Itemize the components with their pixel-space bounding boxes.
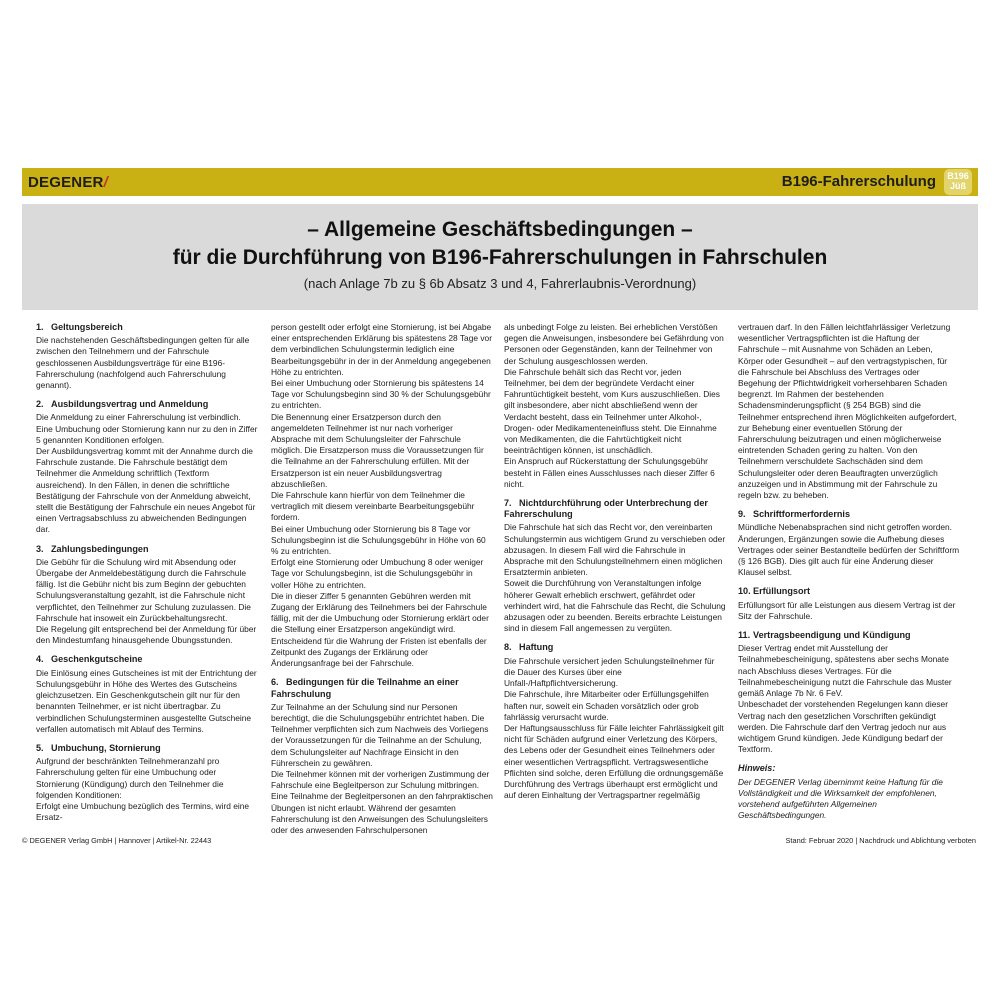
badge-bottom-text: Jüß — [949, 181, 966, 191]
paragraph: als unbedingt Folge zu leisten. Bei erheblichen Verstößen gegen die Anweisungen, insbesondere bei Gefährdung von Personen oder Gegenständen, kann der Teilnehmer von der Schulung ausgeschlossen werden. — [504, 322, 724, 366]
paragraph: Soweit die Durchführung von Veranstaltungen infolge höherer Gewalt erheblich erschwert, gefährdet oder verhindert wird, hat die Fahrschule das Recht, die Schulung abzusagen oder zu beenden. Bereits erbrachte Leistungen sind in diesem Fall angemessen zu vergüten. — [504, 578, 726, 634]
footer-status: Stand: Februar 2020 | Nachdruck und Ablichtung verboten — [785, 836, 976, 845]
section-title: Umbuchung, Stornierung — [51, 742, 161, 753]
section-title: Haftung — [519, 642, 554, 653]
paragraph: Die Fahrschule behält sich das Recht vor, jeden Teilnehmer, bei dem der begründete Verdacht einer Fahruntüchtigkeit besteht, vom Kurs auszuschließen. Dies gilt insbesondere, aber nicht abschließend wenn der Verdacht besteht, dass ein Teilnehmer unter Alkohol-, Drogen- oder Medikamenteneinfluss steht. Die Einnahme von Medikamenten, die die Fahrtüchtigkeit nicht beeinträchtigen können, ist unschädlich. — [504, 366, 720, 456]
paragraph: Unbeschadet der vorstehenden Regelungen kann dieser Vertrag nach den gesetzlichen Vorschriften gekündigt werden. Die Fahrschule darf den Vertrag jedoch nur aus wichtigem Grund kündigen. Jede Kündigung bedarf der Textform. — [738, 699, 948, 755]
section-number: 1. — [36, 322, 44, 332]
section-number: 11. — [738, 630, 751, 641]
section-number: 4. — [36, 654, 44, 665]
title-panel — [22, 204, 978, 310]
text-column-4 — [738, 322, 960, 821]
paragraph: person gestellt oder erfolgt eine Stornierung, ist bei Abgabe einer entsprechenden Erklärung bis spätestens 28 Tage vor dem verbindlichen Schulungstermin lediglich eine Bearbeitungsgebühr in der in der Anmeldung angegebenen Höhe zu entrichten. — [271, 322, 492, 377]
paragraph: Erfolgt eine Umbuchung bezüglich des Termins, wird eine Ersatz- — [36, 800, 250, 823]
section-title: Geschenkgutscheine — [51, 654, 143, 665]
b196-badge-icon — [944, 169, 972, 195]
notice-text: Der DEGENER Verlag übernimmt keine Haftung für die Vollständigkeit und die Wirksamkeit der empfohlenen, vorstehend aufgeführten Allgemeinen Geschäftsbedingungen. — [738, 776, 943, 821]
section-title: Vertragsbeendigung und Kündigung — [753, 630, 911, 641]
section-title: Geltungsbereich — [51, 322, 123, 332]
paragraph: Erfüllungsort für alle Leistungen aus diesem Vertrag ist der Sitz der Fahrschule. — [738, 599, 956, 621]
notice-heading: Hinweis: — [738, 763, 776, 774]
section-heading — [738, 586, 960, 597]
text-column-3 — [504, 322, 726, 801]
section-number: 2. — [36, 399, 44, 410]
paragraph: Der Haftungsausschluss für Fälle leichter Fahrlässigkeit gilt nicht für Schäden aufgrund einer Verletzung des Körpers, des Lebens oder der Gesundheit eines Teilnehmers oder einer wesentlichen Vertragspflicht. Vertragswesentliche Pflichten sind solche, deren Erfüllung die ordnungsgemäße Durchführung des Vertrags überhaupt erst ermöglicht und auf deren Einhaltung der Vertragspartner regelmäßig — [504, 722, 724, 801]
text-column-1 — [36, 322, 258, 823]
header-bar — [22, 168, 978, 196]
paragraph: Die in dieser Ziffer 5 genannten Gebühren werden mit Zugang der Erklärung des Teilnehmers bei der Fahrschule fällig, mit der die Umbuchung oder Stornierung erklärt oder die Stellung einer Ersatzperson angekündigt wird. — [271, 590, 489, 635]
paragraph: vertrauen darf. In den Fällen leichtfahrlässiger Verletzung wesentlicher Vertragspflichten ist die Haftung der Fahrschule – mit Ausnahme von Schäden an Leben, Körper oder Gesundheit – auf den vertragstypischen, für die Fahrschule bei Abschluss des Vertrages oder Begehung der Pflichtwidrigkeit vorhersehbaren Schaden begrenzt. Im Rahmen der bestehenden Schadensminderungspflicht (§ 254 BGB) sind die Teilnehmer entsprechend ihren Möglichkeiten aufgefordert, zur Behebung einer eventuellen Störung der Fahrerschulung beizutragen und einen möglicherweise eintretenden Schaden gering zu halten. Von den Teilnehmern verschuldete Sachschäden sind dem Schulungsleiter oder deren Beauftragten unverzüglich anzuzeigen und in Abstimmung mit der Fahrschule zu regeln bzw. zu beheben. — [738, 322, 957, 501]
paragraph: Entscheidend für die Wahrung der Fristen ist ebenfalls der Zeitpunkt des Zugangs der Erklärung oder Änderungsanfrage bei der Fahrschule. — [271, 635, 487, 669]
paragraph: Dieser Vertrag endet mit Ausstellung der Teilnahmebescheinigung, spätestens aber sechs Monate nach Abschluss dieses Vertrages. Für die Teilnahmebescheinigung nutzt die Fahrschule das Muster gemäß Anlage 7b Nr. 6 FeV. — [738, 643, 952, 699]
section-heading — [36, 322, 258, 333]
section-number: 6. — [271, 677, 279, 688]
paragraph: Aufgrund der beschränkten Teilnehmeranzahl pro Fahrerschulung gelten für eine Umbuchung oder Stornierung (Kündigung) durch den Teilnehmer die folgenden Konditionen: — [36, 756, 224, 800]
paragraph: Die Fahrschule, ihre Mitarbeiter oder Erfüllungsgehilfen haften nur, soweit ein Schaden vorsätzlich oder grob fahrlässig verursacht wurde. — [504, 689, 709, 722]
section-number: 3. — [36, 543, 44, 554]
paragraph: Die Regelung gilt entsprechend bei der Anmeldung für über den Mindestumfang hinausgehende Übungsstunden. — [36, 624, 257, 646]
paragraph: Die Gebühr für die Schulung wird mit Absendung oder Übergabe der Anmeldebestätigung durch die Fahrschule fällig. Ist die Gebühr nicht bis zum Beginn der gebuchten Schulungsveranstaltung gezahlt, ist die Fahrschule nicht verpflichtet, den Teilnehmer zur Schulung zuzulassen. Die Fahrschule hat insoweit ein Zurückbehaltungsrecht. — [36, 556, 251, 623]
paragraph: Die Fahrschule versichert jeden Schulungsteilnehmer für die Dauer des Kurses über eine Unfall-/Haftpflichtversicherung. — [504, 655, 715, 689]
paragraph: Zur Teilnahme an der Schulung sind nur Personen berechtigt, die die Schulungsgebühr entrichtet haben. Die Teilnehmer verpflichten sich zum Nachweis des Vorliegens der Voraussetzungen für die Teilnahme an der Schulung, dem Schulungsleiter auf Nachfrage Einsicht in den Führerschein zu gewähren. — [271, 701, 489, 768]
series-title: B196-Fahrerschulung — [781, 173, 936, 190]
paragraph: Bei einer Umbuchung oder Stornierung bis 8 Tage vor Schulungsbeginn ist die Schulungsgebühr in Höhe von 60 % zu entrichten. — [271, 523, 486, 557]
section-title: Schriftformerfordernis — [753, 509, 851, 520]
paragraph: Ein Anspruch auf Rückerstattung der Schulungsgebühr besteht in Fällen eines Ausschlusses nach dieser Ziffer 6 nicht. — [504, 456, 715, 489]
paragraph: Der Ausbildungsvertrag kommt mit der Annahme durch die Fahrschule zustande. Die Fahrschule bestätigt dem Teilnehmer die Anmeldung schriftlich (Textform ausreichend). In den Fällen, in denen die schriftliche Bestätigung der Fahrschule von der Anmeldung abweicht, stellt die Bestätigung der Fahrschule ein neues Angebot für einen Vertragsabschluss zu abweichenden Bedingungen dar. — [36, 446, 256, 535]
section-title: Erfüllungsort — [753, 586, 811, 597]
paragraph: Mündliche Nebenabsprachen sind nicht getroffen worden. Änderungen, Ergänzungen sowie die Aufhebung dieses Vertrages oder seiner Bestandteile bedürfen der Schriftform (§ 126 BGB). Dies gilt auch für eine Änderung dieser Klausel selbst. — [738, 522, 960, 578]
section-heading — [36, 399, 258, 410]
badge-top-text: B196 — [947, 171, 969, 181]
paragraph: Die Fahrschule hat sich das Recht vor, den vereinbarten Schulungstermin aus wichtigem Grund zu verschieben oder abzusagen. In diesem Fall wird die Fahrschule in Absprache mit den Schulungsteilnehmern einen möglichen Ersatztermin anbieten. — [504, 522, 726, 578]
paragraph: Die Teilnehmer können mit der vorherigen Zustimmung der Fahrschule eine Begleitperson zur Schulung mitbringen. Eine Teilnahme der Begleitpersonen an den fahrpraktischen Übungen ist nicht erlaubt. Während der gesamten Fahrerschulung ist den Anweisungen des Schulungsleiters oder des anwesenden Fahrschulpersonen — [271, 768, 493, 835]
agb-sheet — [22, 168, 978, 846]
paragraph: Die Benennung einer Ersatzperson durch den angemeldeten Teilnehmer ist nur nach vorheriger Absprache mit dem Schulungsleiter der Fahrschule möglich. Die Ersatzperson muss die Voraussetzungen für die Teilnahme an der Fahrerschulung erfüllen. Mit der Ersatzperson ist ein neuer Ausbildungsvertrag abzuschließen. — [271, 411, 484, 489]
section-number: 8. — [504, 642, 512, 653]
section-title: Bedingungen für die Teilnahme an einer Fahrschulung — [271, 677, 459, 699]
section-number: 5. — [36, 742, 44, 753]
section-heading — [738, 509, 960, 520]
paragraph: Die Einlösung eines Gutscheines ist mit der Entrichtung der Schulungsgebühr in Höhe des Wertes des Gutscheins gleichzusetzen. Ein Geschenkgutschein gilt nur für den benannten Teilnehmer, er ist nicht übertragbar. Zu verbindlichen Schulungsterminen ausgestellte Gutscheine verfallen automatisch mit Ablauf des Termins. — [36, 667, 257, 734]
logo-text: DEGENER — [28, 174, 104, 191]
degener-logo — [28, 174, 108, 191]
section-number: 7. — [504, 498, 512, 509]
document-subtitle: (nach Anlage 7b zu § 6b Absatz 3 und 4, Fahrerlaubnis-Verordnung) — [303, 276, 697, 291]
section-heading — [36, 544, 258, 555]
text-column-2 — [271, 322, 493, 836]
document-title: – Allgemeine Geschäftsbedingungen – — [307, 218, 693, 241]
section-title: Zahlungsbedingungen — [51, 543, 149, 554]
paragraph: Bei einer Umbuchung oder Stornierung bis spätestens 14 Tage vor Schulungsbeginn sind 30 % der Schulungsgebühr zu entrichten. — [271, 378, 491, 411]
section-title: Nichtdurchführung oder Unterbrechung der Fahrerschulung — [504, 498, 708, 520]
document-title-line2: für die Durchführung von B196-Fahrerschulungen in Fahrschulen — [172, 246, 828, 269]
section-heading — [504, 498, 726, 520]
section-heading — [504, 642, 726, 653]
paragraph: Die Fahrschule kann hierfür von dem Teilnehmer die vertraglich mit diesem vereinbarte Bearbeitungsgebühr fordern. — [271, 490, 475, 523]
paragraph: Erfolgt eine Stornierung oder Umbuchung 8 oder weniger Tage vor Schulungsbeginn, ist die Schulungsgebühr in voller Höhe zu entrichten. — [271, 557, 484, 590]
paragraph: Die Anmeldung zu einer Fahrerschulung ist verbindlich. Eine Umbuchung oder Stornierung kann nur zu den in Ziffer 5 genannten Konditionen erfolgen. — [36, 412, 258, 445]
paragraph: Die nachstehenden Geschäftsbedingungen gelten für alle zwischen den Teilnehmern und der Fahrschule geschlossenen Ausbildungsverträge für eine B196-Fahrerschulung (nachfolgend auch Fahrerschulung genannt). — [36, 335, 250, 391]
section-heading — [271, 677, 493, 699]
section-number: 10. — [738, 586, 751, 597]
section-heading — [36, 743, 258, 754]
logo-mark: / — [103, 174, 108, 191]
section-title: Ausbildungsvertrag und Anmeldung — [51, 399, 209, 410]
section-heading — [36, 654, 258, 665]
section-heading — [738, 630, 960, 641]
footer-publisher: © DEGENER Verlag GmbH | Hannover | Artikel-Nr. 22443 — [22, 836, 212, 845]
section-number: 9. — [738, 509, 746, 520]
